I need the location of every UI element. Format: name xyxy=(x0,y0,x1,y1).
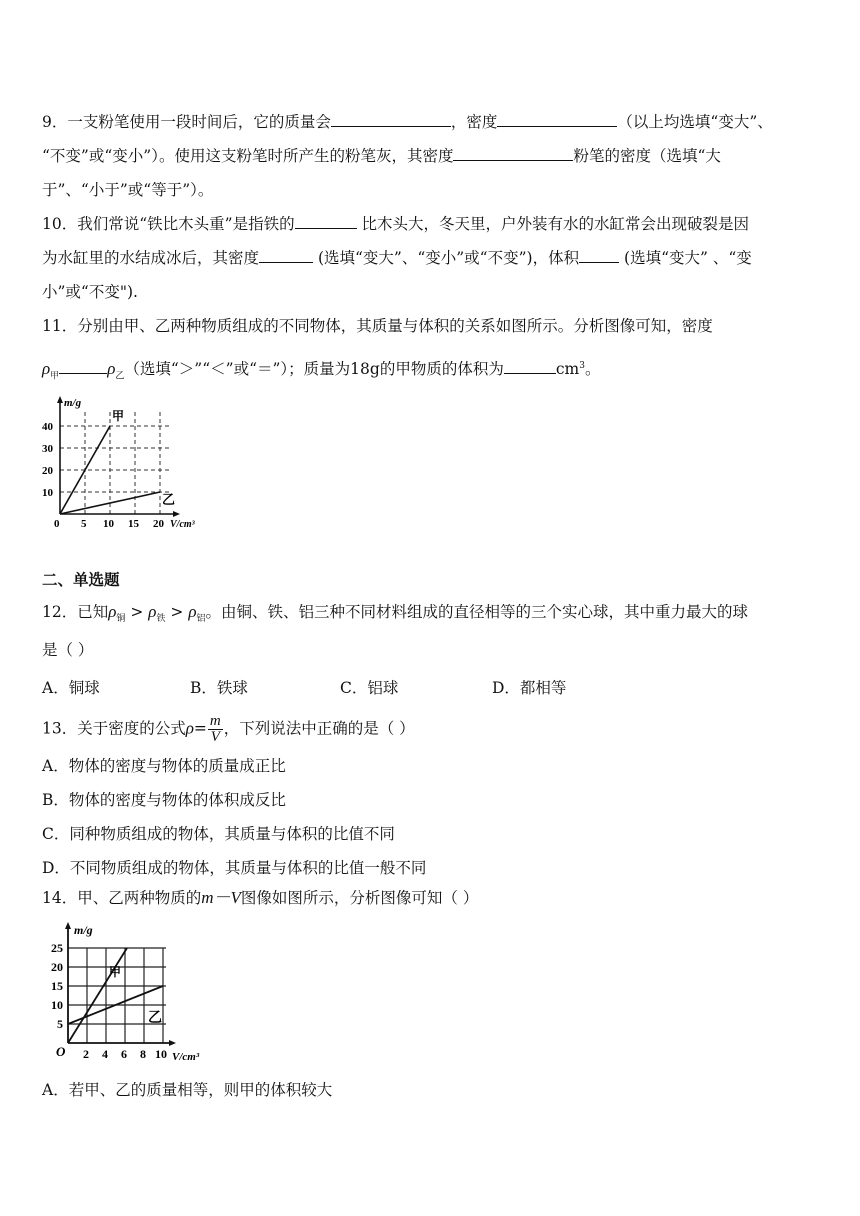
x-tick: 15 xyxy=(128,518,139,530)
y-tick: 10 xyxy=(42,487,53,499)
q13-option-b[interactable]: B．物体的密度与物体的体积成反比 xyxy=(42,791,286,809)
q12-option-b[interactable]: B．铁球 xyxy=(190,679,248,697)
q11-line-1: 11．分别由甲、乙两种物质组成的不同物体，其质量与体积的关系如图所示。分析图像可知，密度 xyxy=(42,317,713,335)
q9-text: 9．一支粉笔使用一段时间后，它的质量会 xyxy=(42,113,331,131)
q11-text: 。 xyxy=(584,360,601,379)
q10-text: 为水缸里的水结成冰后，其密度 xyxy=(42,249,260,267)
q9-text: ，密度 xyxy=(450,113,498,131)
q11-mass-volume-graph xyxy=(36,392,216,532)
density-fraction xyxy=(208,714,223,745)
series-label-jia: 甲 xyxy=(109,965,122,979)
q12-line-1 xyxy=(42,602,748,629)
fraction-denominator: V xyxy=(210,729,220,745)
q12-option-d[interactable]: D．都相等 xyxy=(492,679,567,697)
q10-text: 10．我们常说“铁比木头重”是指铁的 xyxy=(42,215,295,233)
equals-sign: = xyxy=(193,719,207,738)
q10-text: 比木头大，冬天里，户外装有水的水缸常会出现破裂是因 xyxy=(356,215,750,233)
q9-text: （以上均选填“变大”、 xyxy=(617,113,773,131)
graph-grid xyxy=(60,412,171,514)
rho-symbol: ρ xyxy=(107,359,116,379)
rho-symbol: ρ xyxy=(42,359,51,379)
series-label-yi: 乙 xyxy=(162,492,176,507)
graph-axes xyxy=(65,922,176,1046)
q9-blank-compare[interactable] xyxy=(453,146,573,161)
q9-blank-mass[interactable] xyxy=(331,112,451,127)
x-tick: 8 xyxy=(140,1047,146,1061)
series-label-yi: 乙 xyxy=(148,1011,162,1026)
q14-text: 14．甲、乙两种物质的 xyxy=(42,889,202,907)
subscript-copper: 铜 xyxy=(116,614,126,625)
q11-blank-volume[interactable] xyxy=(504,359,556,374)
q14-option-a[interactable]: A．若甲、乙的质量相等，则甲的体积较大 xyxy=(42,1081,333,1099)
q12-text: 。由铜、铁、铝三种不同材料组成的直径相等的三个实心球，其中重力最大的球 xyxy=(205,603,749,621)
q9-text: 粉笔的密度（选填“大 xyxy=(573,147,721,165)
unit: cm xyxy=(555,360,580,379)
graph-grid xyxy=(68,948,166,1043)
x-tick: 10 xyxy=(103,518,114,530)
y-tick: 20 xyxy=(51,960,63,974)
x-tick: 4 xyxy=(102,1047,108,1061)
fraction-numerator: m xyxy=(209,713,221,729)
x-tick: 6 xyxy=(121,1047,127,1061)
series-label-jia: 甲 xyxy=(112,409,125,423)
y-tick: 20 xyxy=(42,465,53,477)
q9-blank-density[interactable] xyxy=(497,112,617,127)
y-tick: 5 xyxy=(57,1017,63,1031)
line-jia xyxy=(68,948,127,1043)
y-tick: 40 xyxy=(42,421,53,433)
subscript-aluminum: 铝 xyxy=(196,614,206,625)
m-v-label: m－V xyxy=(201,888,241,907)
q11-line-2 xyxy=(42,356,600,386)
q10-line-3: 小”或“不变"). xyxy=(42,283,138,301)
subscript-jia: 甲 xyxy=(50,371,60,382)
x-tick: 20 xyxy=(153,518,164,530)
q12-option-c[interactable]: C．铝球 xyxy=(340,679,399,697)
greater-than: > xyxy=(170,603,184,621)
x-axis-label: V/cm³ xyxy=(172,1051,200,1063)
q11-mass: 18g xyxy=(350,360,380,379)
q9-text: “不变”或“变小”）。使用这支粉笔时所产生的粉笔灰，其密度 xyxy=(42,147,454,165)
rho-symbol: ρ xyxy=(185,718,194,738)
x-tick: 10 xyxy=(155,1047,167,1061)
subscript-yi: 乙 xyxy=(115,371,125,382)
section-title: 二、单选题 xyxy=(42,571,120,589)
q10-blank-property[interactable] xyxy=(295,214,357,229)
q10-blank-density[interactable] xyxy=(259,248,313,263)
q14-line-1 xyxy=(42,888,478,908)
q14-text: 图像如图所示，分析图像可知（ ） xyxy=(240,889,479,907)
q13-line-1 xyxy=(42,714,415,745)
y-axis-label: m/g xyxy=(74,923,93,937)
origin-label: O xyxy=(56,1044,66,1059)
x-axis-label: V/cm³ xyxy=(170,519,195,530)
q12-line-2: 是（ ） xyxy=(42,641,94,659)
q12-option-a[interactable]: A．铜球 xyxy=(42,679,100,697)
q13-option-a[interactable]: A．物体的密度与物体的质量成正比 xyxy=(42,757,286,775)
q10-text: (选填“变大”、“变小”或“不变”)，体积 xyxy=(313,249,580,267)
unit-superscript: 3 xyxy=(579,361,585,371)
q13-option-d[interactable]: D．不同物质组成的物体，其质量与体积的比值一般不同 xyxy=(42,859,427,877)
q10-blank-volume[interactable] xyxy=(579,248,619,263)
y-tick: 15 xyxy=(51,979,63,993)
q12-text: 12．已知 xyxy=(42,603,109,621)
q11-text: （选填“＞”“＜”或“＝”）；质量为 xyxy=(124,360,351,379)
q10-line-1 xyxy=(42,214,749,234)
q14-mass-volume-graph xyxy=(44,918,220,1066)
rho-symbol: ρ xyxy=(108,602,117,621)
q11-text: 的甲物质的体积为 xyxy=(379,360,504,379)
x-tick: 5 xyxy=(81,518,87,530)
q13-text: 13．关于密度的公式 xyxy=(42,719,186,738)
rho-symbol: ρ xyxy=(148,602,157,621)
q13-text: ，下列说法中正确的是（ ） xyxy=(223,719,415,738)
y-axis-label: m/g xyxy=(64,397,82,409)
q11-blank-compare[interactable] xyxy=(59,359,107,374)
greater-than: > xyxy=(130,603,144,621)
x-tick: 2 xyxy=(83,1047,89,1061)
q9-line-1 xyxy=(42,112,773,132)
q10-line-2 xyxy=(42,248,752,268)
y-tick: 25 xyxy=(51,941,63,955)
y-tick: 30 xyxy=(42,443,53,455)
q9-line-2 xyxy=(42,146,721,166)
q13-option-c[interactable]: C．同种物质组成的物体，其质量与体积的比值不同 xyxy=(42,825,395,843)
subscript-iron: 铁 xyxy=(156,614,166,625)
q10-text: (选填“变大” 、“变 xyxy=(619,249,752,267)
rho-symbol: ρ xyxy=(188,602,197,621)
origin-label: 0 xyxy=(54,518,60,530)
y-tick: 10 xyxy=(51,998,63,1012)
q9-line-3: 于”、“小于”或“等于”）。 xyxy=(42,181,214,199)
